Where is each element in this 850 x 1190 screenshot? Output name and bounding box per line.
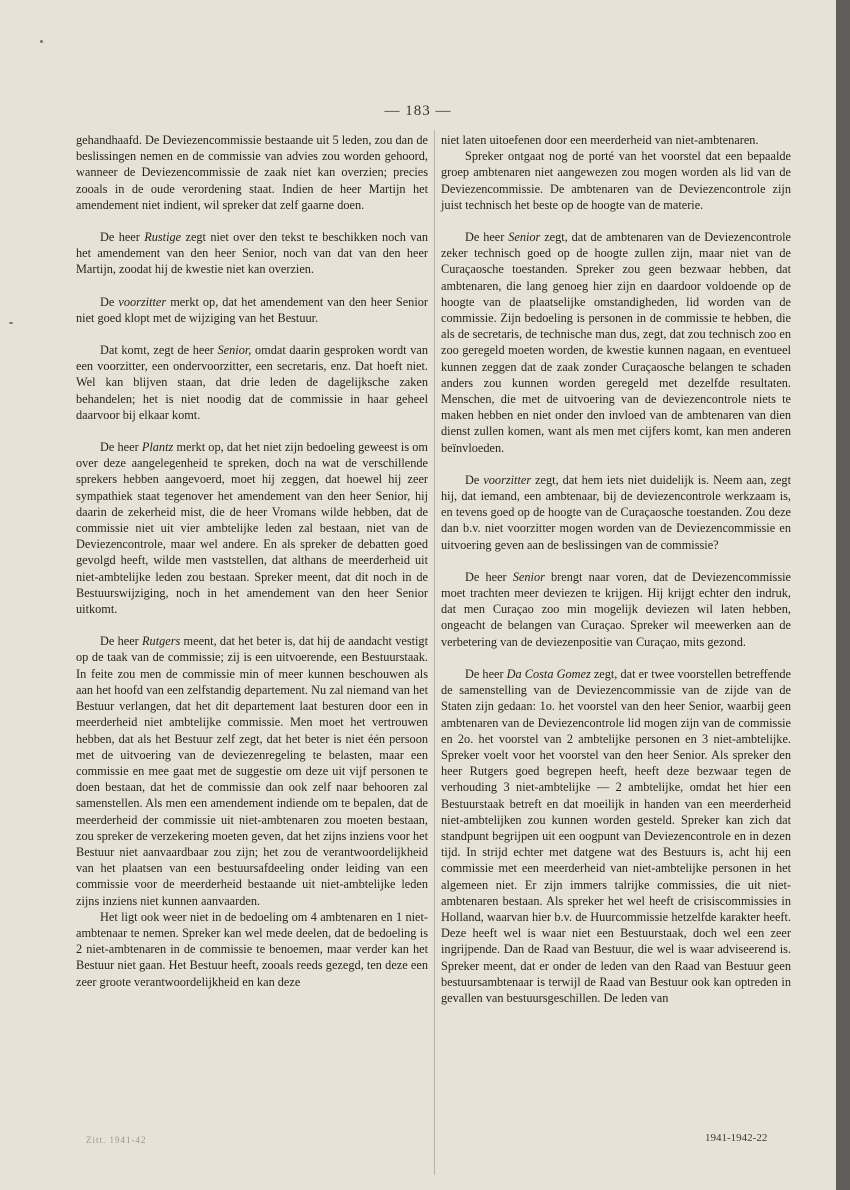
paragraph <box>441 148 791 213</box>
scan-speck <box>40 40 43 43</box>
paragraph-lead: De <box>100 294 119 309</box>
speaker-name: Rustige <box>144 230 182 245</box>
paragraph <box>76 909 428 990</box>
paragraph <box>76 633 428 908</box>
paragraph <box>441 666 791 1006</box>
paragraph-text: merkt op, dat het niet zijn bedoeling geweest is om over deze aangelegenheid te spreken, doch na wat de verschillende sprekers hebben aangevoerd, moet hij zeggen, dat hoewel hij zeer sympathiek staat tegenover het amendement van den heer Senior, hij daarin de zekerheid mist, die de heer Vromans wilde hebben, dat de commissie niet uit vier ambtelijke leden zal bestaan, niet van de Deviezencontrole, maar wel andere. En als spreker de debatten goed gevolgd heeft, wilde men vaststellen, dat althans de meerderheid uit niet-ambtelijke leden zou bestaan. Spreker meent, dat dit noch in de Bestuurswijziging, noch in het amendement van den heer Senior uitkomt. <box>76 440 428 617</box>
paragraph <box>441 132 791 148</box>
scan-speck <box>9 322 13 324</box>
paragraph-text: zegt, dat hem iets niet duidelijk is. Neem aan, zegt hij, dat iemand, een ambtenaar, bij de deviezencontrole werkzaam is, en tevens goed op de hoogte van de Curaçaosche toestanden. Zou deze dan b.v. niet voorzitter mogen worden van de Deviezencommissie en uitvoering geven aan de beslissingen van de commissie? <box>441 472 791 552</box>
paragraph <box>76 294 428 326</box>
paragraph-lead: De heer <box>100 230 145 245</box>
speaker-name: Rutgers <box>142 634 181 649</box>
paragraph <box>441 569 791 650</box>
paragraph-text: brengt naar voren, dat de Deviezencommissie moet trachten meer deviezen te krijgen. Hij krijgt echter den indruk, dat men Curaçao zoo min mogelijk deviezen wil laten hebben, ongeacht de belangen van Curaçao. Spreker wil meewerken aan de verbetering van de deviezenpositie van Curaçao, mits gezond. <box>441 569 791 649</box>
paragraph-text: Het ligt ook weer niet in de bedoeling om 4 ambtenaren en 1 niet-ambtenaar te nemen. Spreker kan wel mede deelen, dat de bedoeling is 2 niet-ambtenaren in de commissie te benoemen, maar verder kan het Bestuur niet gaan. Het Bestuur heeft, zooals reeds gezegd, ten deze een zeer groote verantwoordelijkheid en kan deze <box>76 909 428 989</box>
speaker-name: Senior <box>512 569 545 584</box>
speaker-name: Senior <box>508 230 541 245</box>
paragraph-text: zegt niet over den tekst te beschikken noch van het amendement van den heer Senior, noch van dat van den heer Martijn, zoodat hij de kwestie niet kan overzien. <box>76 230 428 277</box>
paragraph-text: zegt, dat er twee voorstellen betreffende de samenstelling van de Deviezencommissie van de zijde van de Staten zijn gedaan: 1o. het voorstel van den heer Senior, waarbij geen ambtenaren van de Deviezencontrole lid mogen zijn van de commissie en 2o. het voorstel van 2 ambtelijke personen en 3 niet-ambtelijke. Spreker voelt voor het voorstel van den heer Senior. Als spreker den heer Rutgers goed begrepen heeft, heeft deze bezwaar tegen de verhouding 3 niet-ambtelijke — 2 ambtelijke, omdat het hier een Bestuurstaak betreft en dat moeilijk in handen van een meerderheid niet-ambtelijken zou kunnen worden gesteld. Spreker kan zich dat standpunt begrijpen uit een oogpunt van Deviezencontrole en in dezen tijd. In strijd echter met datgene wat des Bestuurs is, acht hij een commissie met een meerderheid van niet-ambtelijke personen in het algemeen niet. Er zijn immers talrijke commissies, die uit niet-ambtenaren bestaan. Als spreker het wel heeft de crisiscommissies in Holland, waarvan hier b.v. de Huurcommissie hetzelfde karakter heeft. Deze heeft wel is waar niet een Bestuurstaak, doch wel een zeer ingrijpende. Dan de Raad van Bestuur, die wel is waar adviseerend is. Spreker meent, dat er onder de leden van den Raad van Bestuur geen bestuursambtenaar is terwijl de Raad van Bestuur ook kan optreden in gevallen van bestuursgeschillen. De leden van <box>441 666 791 1005</box>
column-divider <box>434 130 435 1175</box>
paragraph-lead: De heer <box>465 230 509 245</box>
paragraph <box>76 132 428 213</box>
paragraph-text: omdat daarin gesproken wordt van een voorzitter, een ondervoorzitter, een secretaris, enz. Dat hoeft niet. Wel kan blijven staan, dat drie leden de dagelijksche zaken behandelen; het is niet noodig dat de commissie in haar geheel daarvoor bij elkaar komt. <box>76 343 428 422</box>
paragraph-lead: De <box>465 472 484 487</box>
speaker-name: voorzitter <box>483 472 532 487</box>
paragraph-text: meent, dat het beter is, dat hij de aandacht vestigt op de taak van de commissie; zij is een uitvoerende, een Bestuurstaak. In feite zou men de commissie min of meer kunnen beschouwen als aan het hoofd van een zelfstandig departement. Nu zal niemand van het Bestuur verlangen, dat het dit departement laat besturen door een in meerderheid niet ambtelijke commissie. Men moet het vertrouwen hebben, dat als het Bestuur zelf zegt, dat het beter is niet één persoon met de uitvoering van de deviezenregeling te belasten, maar een commissie en mee gaat met de suggestie om deze uit vijf personen te doen bestaan, dat het de commissie dan ook zelf naar behooren zal samenstellen. Als men een amendement indiende om te bepalen, dat de meerderheid der commissie uit niet-ambtenaren zou moeten bestaan, zou spreker de verzekering moeten geven, dat het zijns inziens voor het Bestuur niet aanvaardbaar zou zijn; het zou de verantwoordelijkheid van het plaatsen van een bestuursafdeeling onder leiding van een commissie voor de meerderheid bestaande uit niet-ambtelijke leden zijns inziens niet kunnen aanvaarden. <box>76 634 428 908</box>
footer-stamp: Zitt. 1941-42 <box>86 1135 147 1145</box>
paragraph-lead: De heer <box>465 666 507 681</box>
paragraph-text: niet laten uitoefenen door een meerderheid van niet-ambtenaren. <box>441 133 759 147</box>
paragraph <box>76 229 428 278</box>
left-column <box>76 132 428 990</box>
speaker-name: Da Costa Gomez <box>506 666 591 681</box>
paragraph-text: zegt, dat de ambtenaren van de Deviezencontrole zeker technisch goed op de hoogte zullen zijn, maar niet van de Curaçaosche toestanden. Spreker zou geen bezwaar hebben, dat ambtenaren, die lang genoeg hier zijn en daardoor voldoende op de hoogte van de plaatselijke omstandigheden, lid worden van de commissie. Zijn bedoeling is personen in de commissie te hebben, die als de secretaris, de technische man dus, zegt, dat zou technisch zoo en zoo geregeld moeten worden, de kwestie kunnen nagaan, en eventueel kunnen zeggen dat de zaak zonder Curaçaosche belangen te schaden anders zou kunnen worden geregeld met dezelfde resultaten. Menschen, die met de uitvoering van de deviezencontrole niets te maken hebben en niet onder den invloed van de ambtenaren van dien dienst zullen komen, want als men met cijfers komt, kan men anderen beïnvloeden. <box>441 230 791 455</box>
speaker-name: Senior, <box>217 343 252 358</box>
paragraph-text: merkt op, dat het amendement van den heer Senior niet goed klopt met de wijziging van het Bestuur. <box>76 294 428 325</box>
paragraph-lead: De heer <box>465 569 513 584</box>
paragraph <box>441 229 791 456</box>
speaker-name: voorzitter <box>118 294 167 309</box>
paragraph <box>441 472 791 553</box>
page-number: — 183 — <box>384 103 452 119</box>
paragraph-lead: Dat komt, zegt de heer <box>100 343 218 358</box>
paragraph-text: Spreker ontgaat nog de porté van het voorstel dat een bepaalde groep ambtenaren niet aangewezen zou mogen worden als lid van de Deviezencommissie. De ambtenaren van de Deviezencontrole zijn juist technisch het beste op de hoogte van de materie. <box>441 149 791 212</box>
right-column <box>441 132 791 1006</box>
paragraph <box>76 439 428 617</box>
speaker-name: Plantz <box>141 440 174 455</box>
paragraph-lead: De heer <box>100 634 143 649</box>
footer-reference: 1941-1942-22 <box>705 1132 768 1144</box>
paragraph-lead: De heer <box>100 440 142 455</box>
paragraph-text: gehandhaafd. De Deviezencommissie bestaande uit 5 leden, zou dan de beslissingen nemen en de commissie van advies zou worden gehoord, wanneer de Deviezencommissie de zaak niet kan overzien; precies zooals in de oude verordening staat. Indien de heer Martijn het amendement niet indient, wil spreker dat zelf gaarne doen. <box>76 133 428 212</box>
paragraph <box>76 342 428 423</box>
